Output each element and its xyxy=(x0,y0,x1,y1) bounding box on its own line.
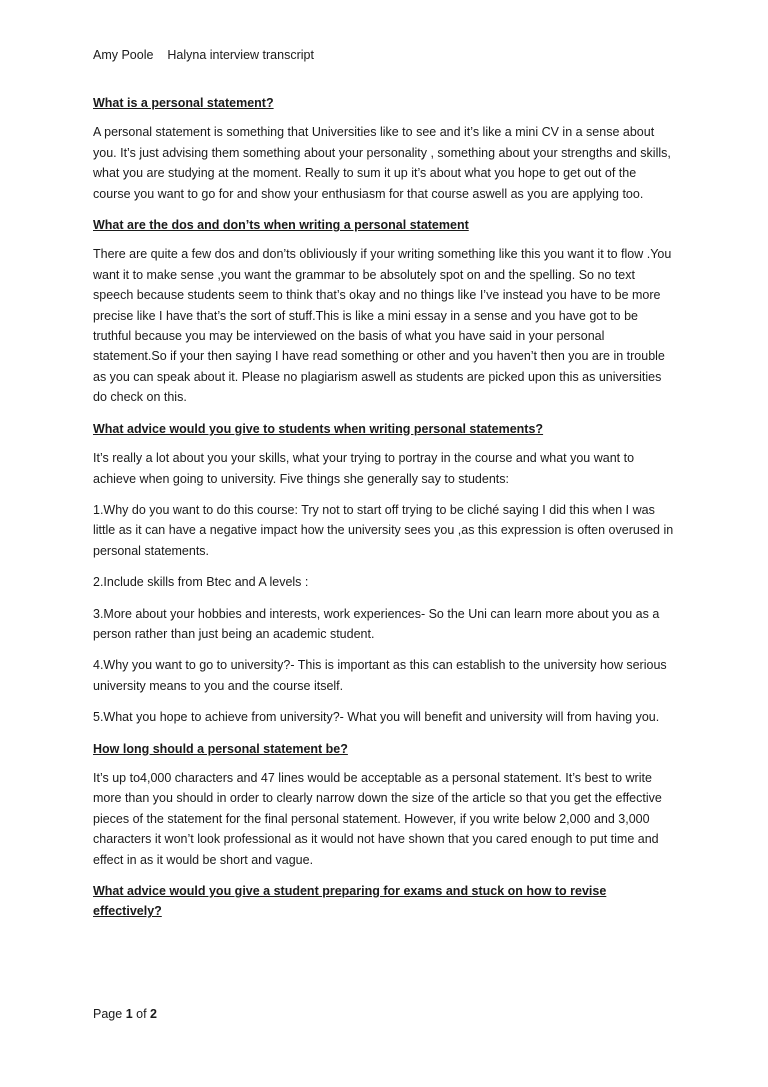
list-item: 5.What you hope to achieve from university?- What you will benefit and university will from having you. xyxy=(93,710,660,725)
page-total: 2 xyxy=(150,1007,157,1021)
list-item: 4.Why you want to go to university?- This is important as this can establish to the university how serious university means to you and the course itself. xyxy=(93,658,667,693)
paragraph: It’s really a lot about you your skills, what your trying to portray in the course and what you want to achieve when going to university. Five things she generally say to students: xyxy=(93,451,635,486)
header-author: Amy Poole xyxy=(93,48,154,62)
list-item: 1.Why do you want to do this course: Try not to start off trying to be cliché saying I did this when I was little as it can have a negative impact how the university sees you ,as this expression is often overused in personal statements. xyxy=(93,502,674,558)
document-body xyxy=(93,93,677,931)
section-question: What advice would you give to students when writing personal statements? xyxy=(93,421,544,436)
paragraph: A personal statement is something that Universities like to see and it’s like a mini CV in a sense about you. It’s just advising them something about your personality , something about your strengths and skills, what you are studying at the moment. Really to sum it up it’s about what you hope to get out of the course you want to go for and show your enthusiasm for that course aswell as you are applying too. xyxy=(93,125,671,201)
page-label: Page xyxy=(93,1007,123,1021)
page-footer xyxy=(93,1005,157,1023)
list-item: 2.Include skills from Btec and A levels : xyxy=(93,575,309,590)
header-title: Halyna interview transcript xyxy=(167,48,314,62)
paragraph: It’s up to4,000 characters and 47 lines would be acceptable as a personal statement. It’s best to write more than you should in order to clearly narrow down the size of the article so that you get the effective pieces of the statement for the final personal statement. However, if you write below 2,000 and 3,000 characters it won’t look professional as it would not have shown that you cared enough to put time and effect in as it would be short and vague. xyxy=(93,770,662,867)
section-question: What is a personal statement? xyxy=(93,96,274,110)
section-question: What are the dos and don’ts when writing a personal statement xyxy=(93,218,469,233)
paragraph: There are quite a few dos and don’ts obliviously if your writing something like this you want it to flow .You want it to make sense ,you want the grammar to be absolutely spot on and the spelling. So no text speech because students seem to think that’s okay and no things like I’ve instead you have to be more precise like I have that’s the sort of stuff.This is like a mini essay in a sense and you have got to be truthful because you may be interviewed on the basis of what you have said in your personal statement.So if your then saying I have read something or other and you haven’t then you are in trouble as you can speak about it. Please no plagiarism aswell as students are picked upon this as universities do check on this. xyxy=(93,247,672,405)
list-item: 3.More about your hobbies and interests, work experiences- So the Uni can learn more about you as a person rather than just being an academic student. xyxy=(93,606,660,641)
of-label: of xyxy=(136,1007,147,1021)
section-question: How long should a personal statement be? xyxy=(93,741,348,756)
page-header xyxy=(93,46,314,64)
section-question: What advice would you give a student preparing for exams and stuck on how to revise effectively? xyxy=(93,884,607,919)
page-current: 1 xyxy=(125,1007,133,1021)
